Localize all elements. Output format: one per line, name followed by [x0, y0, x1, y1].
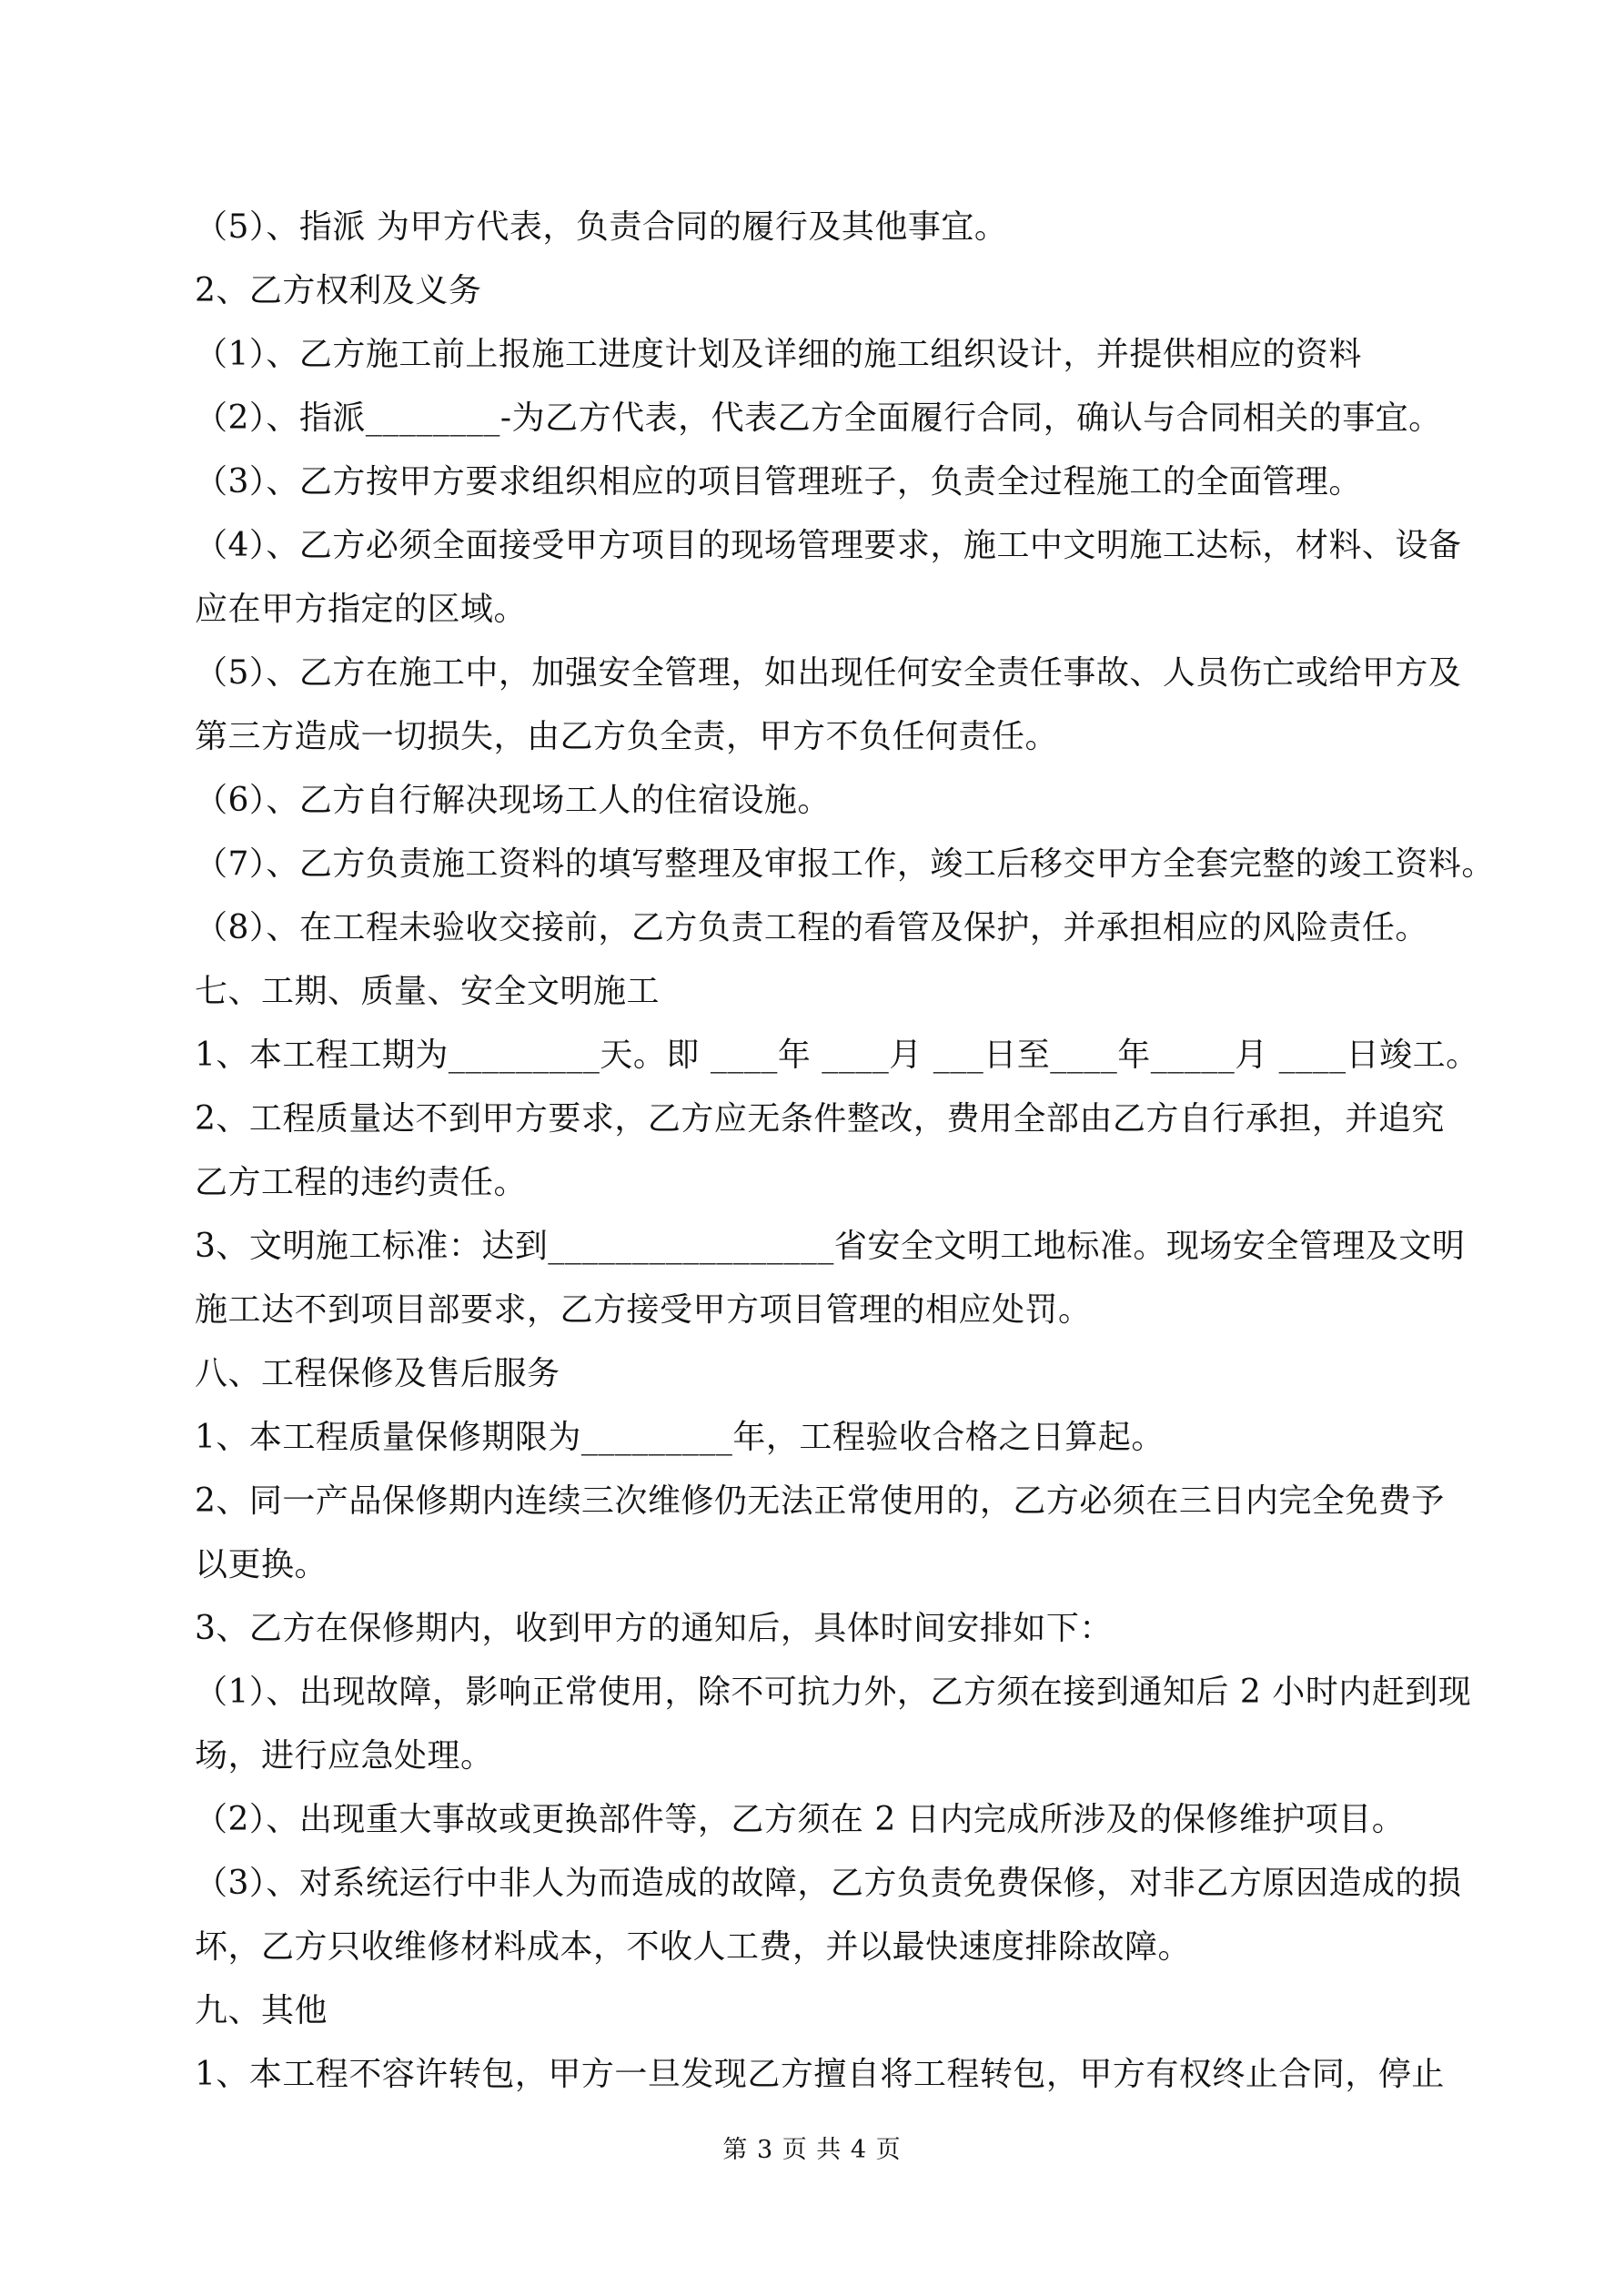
- document-line: （1）、乙方施工前上报施工进度计划及详细的施工组织设计，并提供相应的资料: [195, 336, 1362, 373]
- section-heading: 九、其他: [195, 1992, 328, 2029]
- document-line: 1、本工程质量保修期限为_________年，工程验收合格之日算起。: [195, 1419, 1165, 1456]
- document-line: 以更换。: [195, 1546, 328, 1583]
- document-line: 坏，乙方只收维修材料成本，不收人工费，并以最快速度排除故障。: [195, 1928, 1192, 1966]
- document-line: 1、本工程不容许转包，甲方一旦发现乙方擅自将工程转包，甲方有权终止合同，停止: [195, 2056, 1445, 2093]
- section-heading: 2、乙方权利及义务: [195, 272, 482, 309]
- page-number: 第 3 页 共 4 页: [722, 2136, 902, 2164]
- document-line: （5）、指派 为甲方代表，负责合同的履行及其他事宜。: [195, 208, 1008, 246]
- document-line: （7）、乙方负责施工资料的填写整理及审报工作，竣工后移交甲方全套完整的竣工资料。: [195, 845, 1495, 883]
- document-line: 场，进行应急处理。: [195, 1737, 494, 1775]
- document-line: 2、同一产品保修期内连续三次维修仍无法正常使用的，乙方必须在三日内完全免费予: [195, 1482, 1445, 1520]
- document-line: 应在甲方指定的区域。: [195, 591, 528, 628]
- document-line: 3、文明施工标准：达到_________________省安全文明工地标准。现场安全管理及文明: [195, 1228, 1466, 1265]
- document-line: 2、工程质量达不到甲方要求，乙方应无条件整改，费用全部由乙方自行承担，并追究: [195, 1100, 1445, 1138]
- document-line: 3、乙方在保修期内，收到甲方的通知后，具体时间安排如下：: [195, 1610, 1113, 1647]
- document-line: 施工达不到项目部要求，乙方接受甲方项目管理的相应处罚。: [195, 1291, 1092, 1329]
- document-line: 第三方造成一切损失，由乙方负全责，甲方不负任何责任。: [195, 718, 1059, 755]
- document-line: （3）、乙方按甲方要求组织相应的项目管理班子，负责全过程施工的全面管理。: [195, 463, 1362, 501]
- document-line: （5）、乙方在施工中，加强安全管理，如出现任何安全责任事故、人员伤亡或给甲方及: [195, 654, 1462, 692]
- document-line: （1）、出现故障，影响正常使用，除不可抗力外，乙方须在接到通知后 2 小时内赶到现: [195, 1674, 1472, 1711]
- document-line: （8）、在工程未验收交接前，乙方负责工程的看管及保护，并承担相应的风险责任。: [195, 909, 1428, 946]
- document-line: 乙方工程的违约责任。: [195, 1164, 528, 1201]
- section-heading: 八、工程保修及售后服务: [195, 1355, 560, 1392]
- section-heading: 七、工期、质量、安全文明施工: [195, 973, 661, 1010]
- document-line: 1、本工程工期为_________天。即 ____年 ____月 ___日至____年_____月 ____日竣工。: [195, 1037, 1479, 1074]
- document-line: （4）、乙方必须全面接受甲方项目的现场管理要求，施工中文明施工达标，材料、设备: [195, 527, 1462, 564]
- document-line: （3）、对系统运行中非人为而造成的故障，乙方负责免费保修，对非乙方原因造成的损: [195, 1865, 1462, 1902]
- document-line: （2）、指派________-为乙方代表，代表乙方全面履行合同，确认与合同相关的事宜。: [195, 400, 1442, 437]
- document-line: （6）、乙方自行解决现场工人的住宿设施。: [195, 782, 831, 819]
- document-line: （2）、出现重大事故或更换部件等，乙方须在 2 日内完成所涉及的保修维护项目。: [195, 1801, 1406, 1838]
